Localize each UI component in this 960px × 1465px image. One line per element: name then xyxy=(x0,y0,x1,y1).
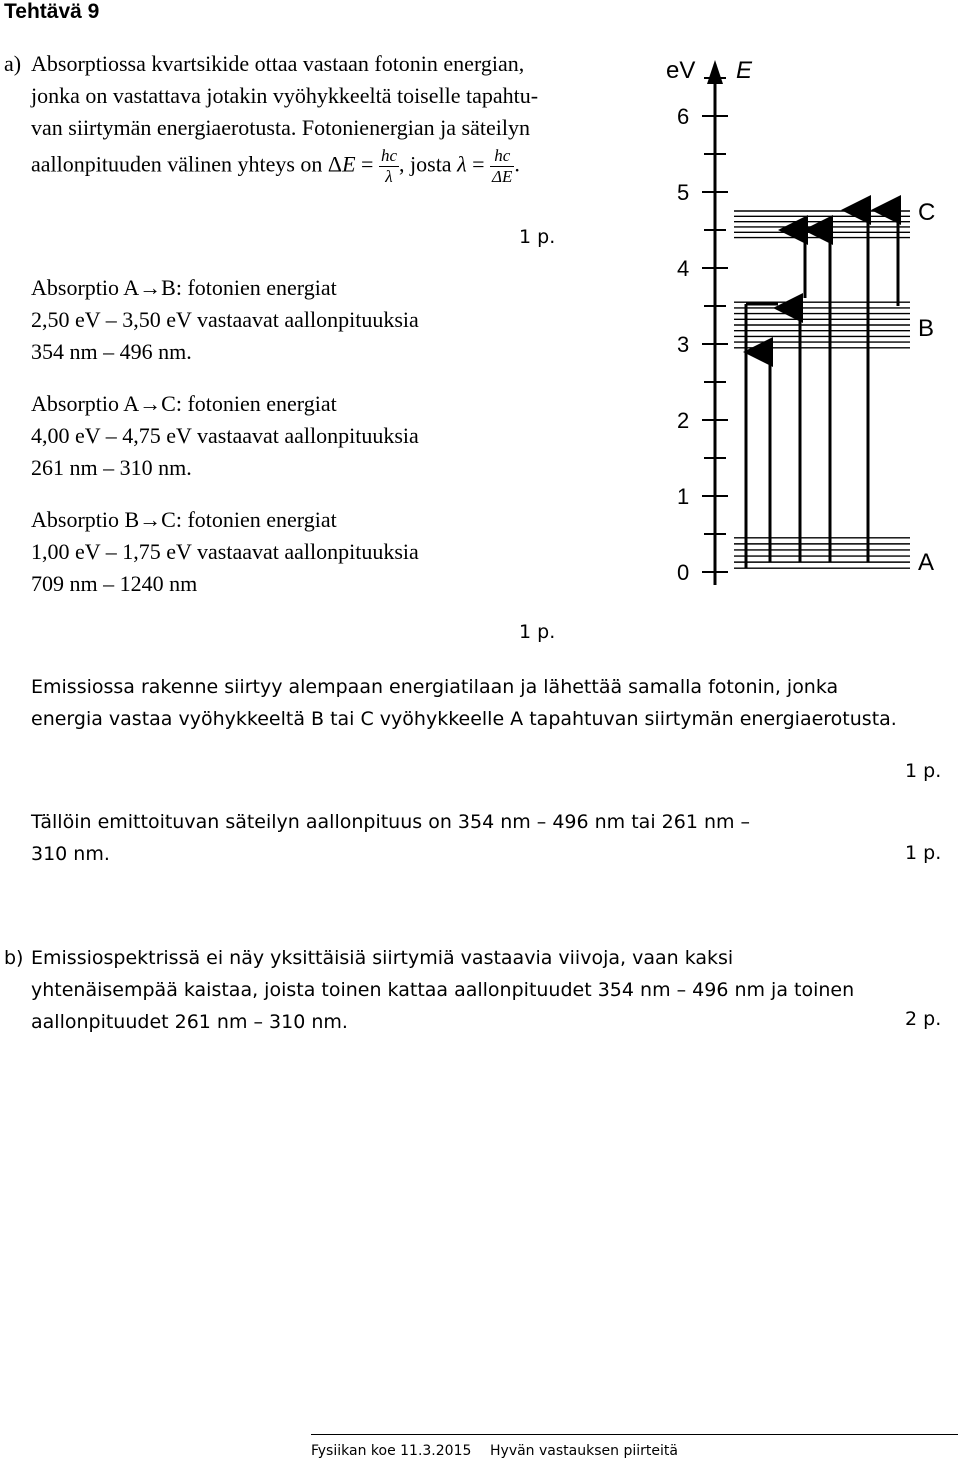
formula-end: . xyxy=(514,151,520,177)
axis-arrow-icon xyxy=(707,60,723,84)
points-1: 1 p. xyxy=(519,226,556,248)
energy-band-diagram xyxy=(660,50,950,600)
fraction-hc-lambda xyxy=(379,146,399,187)
frac1-num: hc xyxy=(380,146,398,165)
tick-label-5: 5 xyxy=(677,180,690,205)
bc-line-1: Absorptio B→C: fotonien energiat xyxy=(31,507,337,532)
tick-label-2: 2 xyxy=(677,408,690,433)
absorption-bc xyxy=(31,504,531,600)
emitted-line-1: Tällöin emittoituvan säteilyn aallonpituus on 354 nm – 496 nm tai 261 nm – xyxy=(31,811,751,833)
formula-line xyxy=(31,146,651,187)
bc-line-3: 709 nm – 1240 nm xyxy=(31,571,198,596)
ab-line-3: 354 nm – 496 nm. xyxy=(31,339,192,364)
points-b: 2 p. xyxy=(905,1008,942,1030)
emission-line-1: Emissiossa rakenne siirtyy alempaan energiatilaan ja lähettää samalla fotonin, jonka xyxy=(31,676,839,698)
emission-text xyxy=(31,671,956,735)
points-3: 1 p. xyxy=(905,760,942,782)
frac1-den: λ xyxy=(385,167,393,186)
footer-exam: Fysiikan koe 11.3.2015 xyxy=(311,1443,472,1459)
part-b-line-3: aallonpituudet 261 nm – 310 nm. xyxy=(31,1011,348,1033)
emission-line-2: energia vastaa vyöhykkeeltä B tai C vyöhykkeelle A tapahtuvan siirtymän energiaerotusta. xyxy=(31,708,897,730)
unit-label: eV xyxy=(666,57,696,84)
axis-label: E xyxy=(736,57,753,84)
band-label-a: A xyxy=(918,549,935,576)
absorption-ab xyxy=(31,272,531,368)
tick-label-6: 6 xyxy=(677,104,690,129)
absorption-ac xyxy=(31,388,531,484)
band-c xyxy=(734,211,910,238)
formula-e: E xyxy=(342,151,356,177)
band-label-c: C xyxy=(918,199,936,226)
tick-label-4: 4 xyxy=(677,256,690,281)
formula-josta: , josta xyxy=(399,151,452,177)
formula-equals-2: = xyxy=(472,151,485,177)
tick-label-3: 3 xyxy=(677,332,690,357)
ac-line-2: 4,00 eV – 4,75 eV vastaavat aallonpituuksia xyxy=(31,423,419,448)
intro-line-3: van siirtymän energiaerotusta. Fotonienergian ja säteilyn xyxy=(31,115,530,140)
part-a-label: a) xyxy=(4,51,22,76)
frac2-den: ΔE xyxy=(492,167,513,186)
band-label-b: B xyxy=(918,315,935,342)
emitted-line-2: 310 nm. xyxy=(31,843,110,865)
intro-line-1: Absorptiossa kvartsikide ottaa vastaan fotonin energian, xyxy=(31,51,525,76)
fraction-hc-delta-e xyxy=(490,146,514,187)
emitted-text xyxy=(31,806,831,870)
band-a xyxy=(734,538,910,568)
part-b-label: b) xyxy=(4,947,24,969)
page-title: Tehtävä 9 xyxy=(4,0,100,23)
formula-equals: = xyxy=(361,151,374,177)
part-a-intro xyxy=(31,48,631,144)
band-b xyxy=(734,302,910,348)
formula-lambda: λ xyxy=(457,151,467,177)
footer-note: Hyvän vastauksen piirteitä xyxy=(490,1443,678,1459)
axis-tick-labels xyxy=(677,104,689,585)
tick-label-0: 0 xyxy=(677,560,690,585)
ac-line-1: Absorptio A→C: fotonien energiat xyxy=(31,391,337,416)
points-4: 1 p. xyxy=(905,842,942,864)
part-b-text xyxy=(31,942,931,1038)
part-b-line-2: yhtenäisempää kaistaa, joista toinen kattaa aallonpituudet 354 nm – 496 nm ja toinen xyxy=(31,979,855,1001)
tick-label-1: 1 xyxy=(677,484,690,509)
frac2-num: hc xyxy=(490,146,514,167)
formula-text: aallonpituuden välinen yhteys on Δ xyxy=(31,151,343,177)
ab-line-1: Absorptio A→B: fotonien energiat xyxy=(31,275,337,300)
footer-rule xyxy=(311,1434,958,1435)
ac-line-3: 261 nm – 310 nm. xyxy=(31,455,192,480)
bc-line-2: 1,00 eV – 1,75 eV vastaavat aallonpituuksia xyxy=(31,539,419,564)
ab-line-2: 2,50 eV – 3,50 eV vastaavat aallonpituuksia xyxy=(31,307,419,332)
points-2: 1 p. xyxy=(519,621,556,643)
intro-line-2: jonka on vastattava jotakin vyöhykkeeltä toiselle tapahtu- xyxy=(31,83,539,108)
part-b-line-1: Emissiospektrissä ei näy yksittäisiä siirtymiä vastaavia viivoja, vaan kaksi xyxy=(31,947,734,969)
